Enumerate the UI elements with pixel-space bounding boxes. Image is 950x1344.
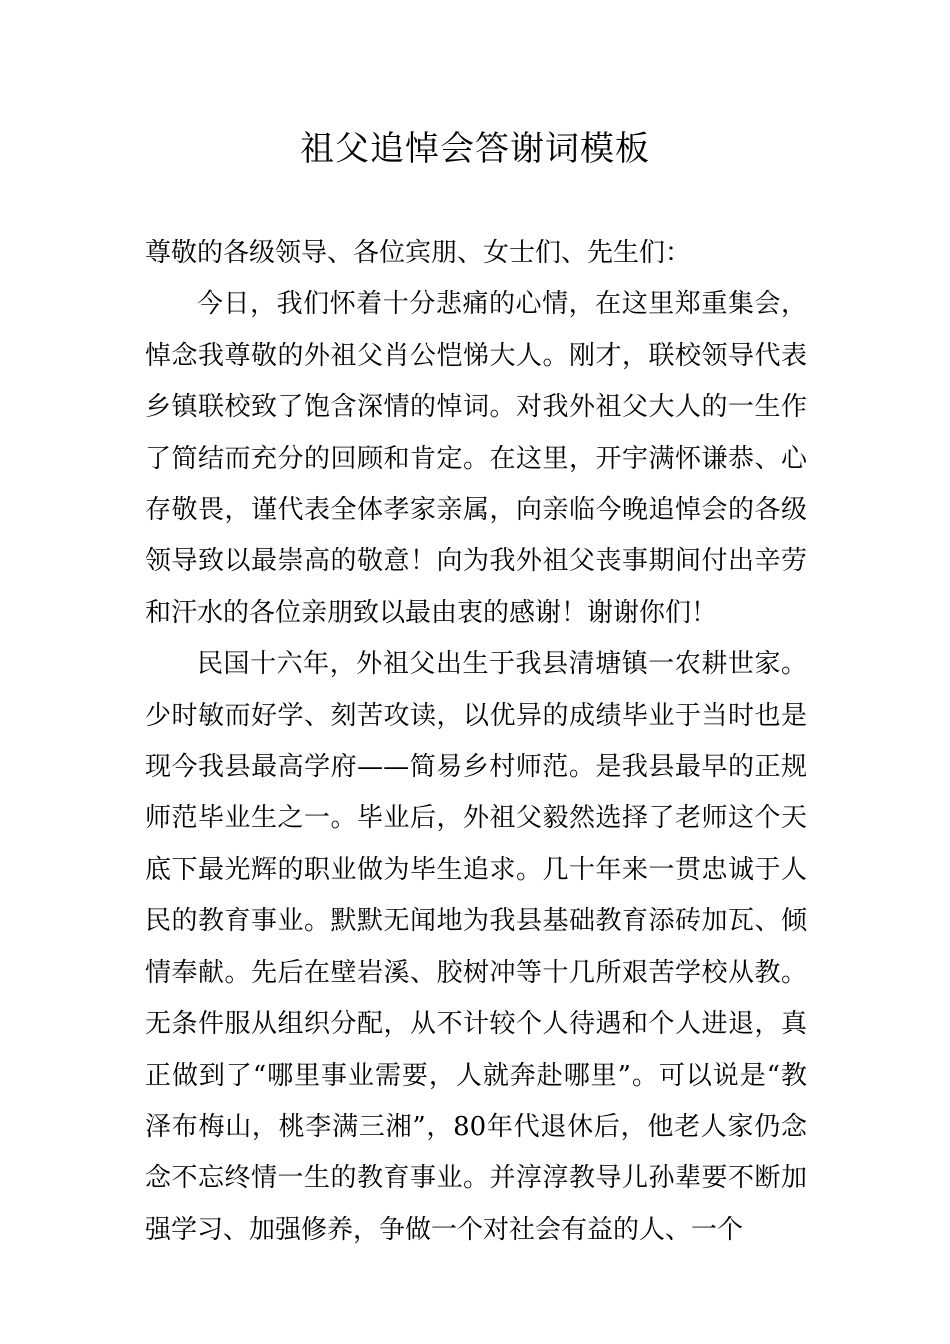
document-title: 祖父追悼会答谢词模板	[300, 129, 650, 169]
paragraph-biography: 民国十六年，外祖父出生于我县清塘镇一农耕世家。少时敏而好学、刻苦攻读，以优异的成绩毕业于当时也是现今我县最高学府——简易乡村师范。是我县最早的正规师范毕业生之一。毕业后，外祖父毅然选择了老师这个天底下最光辉的职业做为毕生追求。几十年来一贯忠诚于人民的教育事业。默默无闻地为我县基础教育添砖加瓦、倾情奉献。先后在壁岩溪、胶树冲等十几所艰苦学校从教。无条件服从组织分配，从不计较个人待遇和个人进退，真正做到了“哪里事业需要，人就奔赴哪里”。可以说是“教泽布梅山，桃李满三湘”，80年代退休后，他老人家仍念念不忘终情一生的教育事业。并淳淳教导儿孙辈要不断加强学习、加强修养，争做一个对社会有益的人、一个	[145, 649, 807, 1245]
paragraph-gratitude: 今日，我们怀着十分悲痛的心情，在这里郑重集会，悼念我尊敬的外祖父肖公恺悌大人。刚才，联校领导代表乡镇联校致了饱含深情的悼词。对我外祖父大人的一生作了简结而充分的回顾和肯定。在这里，开宇满怀谦恭、心存敬畏，谨代表全体孝家亲属，向亲临今晚追悼会的各级领导致以最崇高的敬意！向为我外祖父丧事期间付出辛劳和汗水的各位亲朋致以最由衷的感谢！谢谢你们！	[145, 289, 807, 628]
document-body	[145, 228, 807, 1256]
salutation: 尊敬的各级领导、各位宾朋、女士们、先生们：	[145, 238, 692, 268]
